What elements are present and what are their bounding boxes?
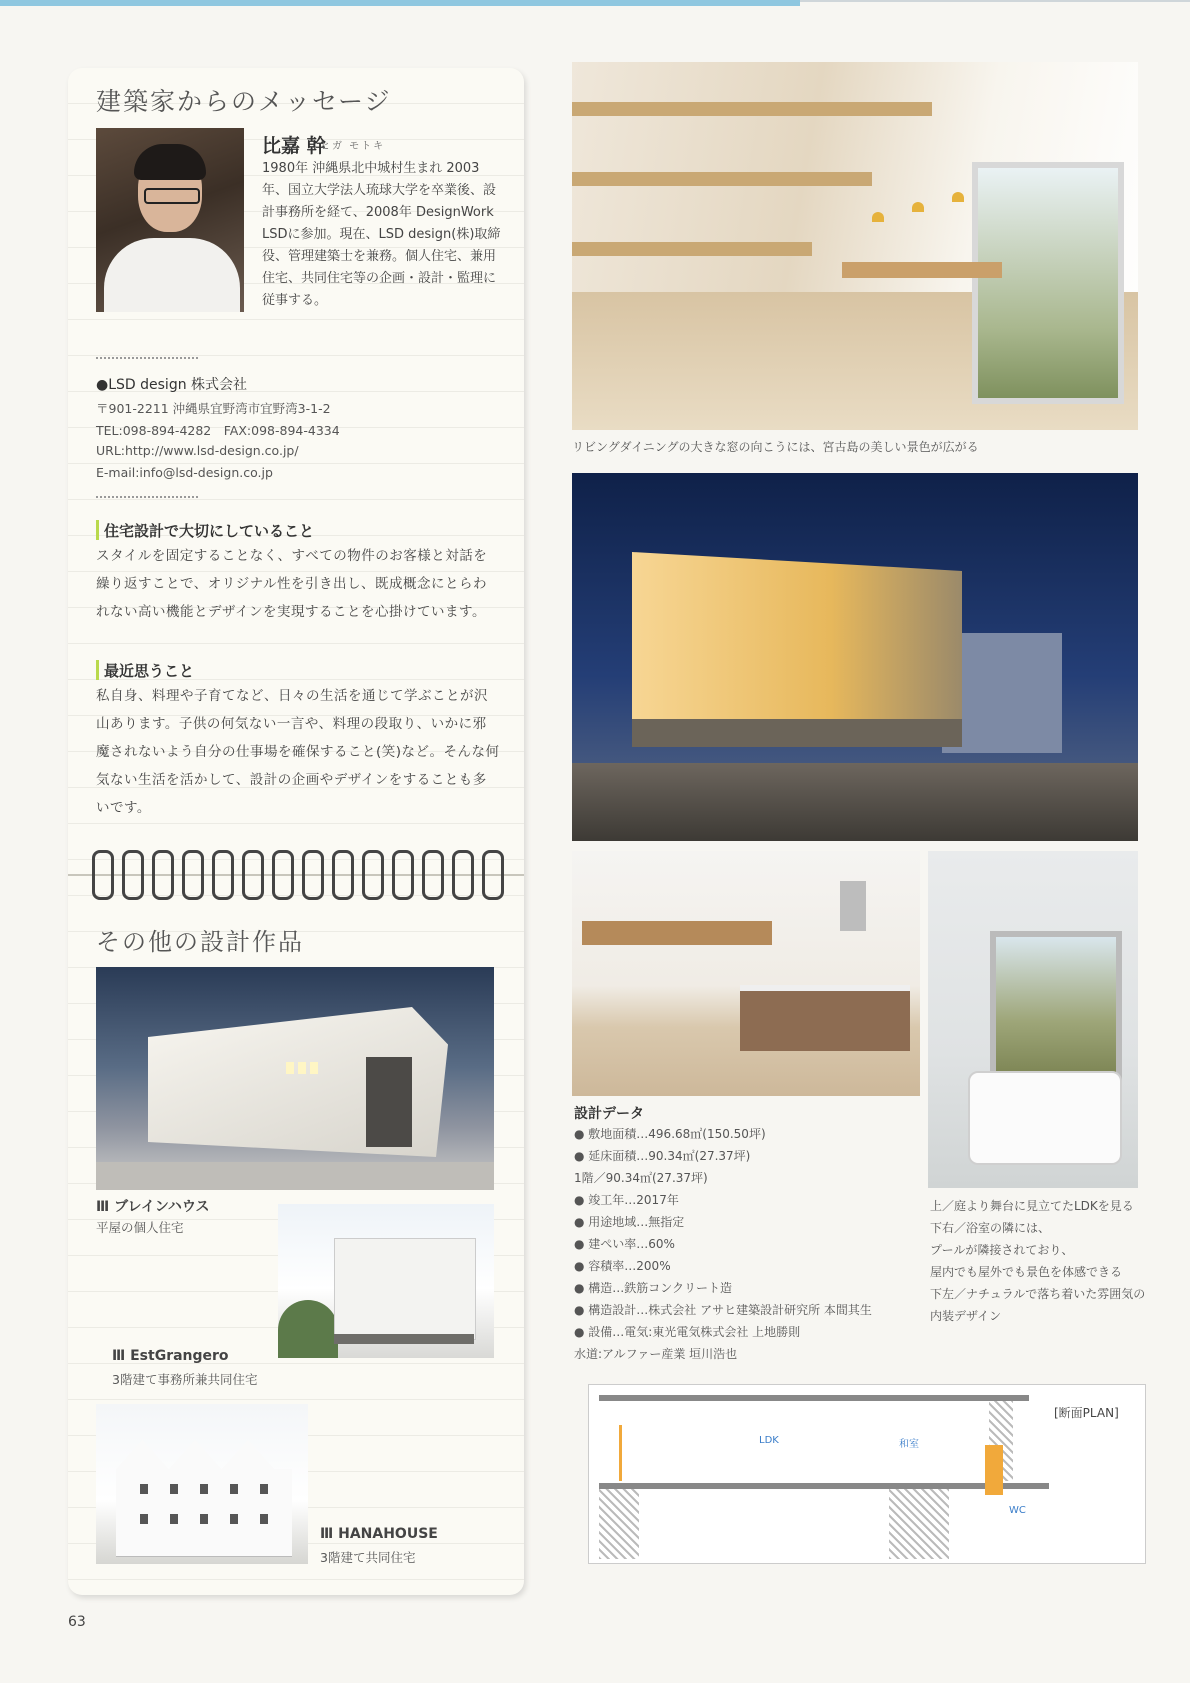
design-data-item: ● 敷地面積…496.68㎡(150.50坪) (574, 1127, 766, 1141)
dotted-divider (96, 357, 198, 359)
work-name-estgrangero: Ⅲ EstGrangero (112, 1348, 229, 1364)
company-name: ●LSD design 株式会社 (96, 377, 248, 393)
design-data-item: 水道:アルファー産業 垣川浩也 (574, 1347, 738, 1361)
work-name-brainhouse: Ⅲ ブレインハウス (96, 1199, 210, 1215)
photo-caption: リビングダイニングの大きな窓の向こうには、宮古島の美しい景色が広がる (572, 440, 979, 454)
photo-bathroom (928, 851, 1138, 1188)
design-data-item: ● 竣工年…2017年 (574, 1193, 679, 1207)
design-data-item: ● 建ぺい率…60% (574, 1237, 675, 1251)
bath-caption-line: 下右／浴室の隣には、 (930, 1221, 1051, 1235)
design-data-item: ● 構造…鉄筋コンクリート造 (574, 1281, 733, 1295)
design-data-item: ● 延床面積…90.34㎡(27.37坪) (574, 1149, 751, 1163)
section-heading-recent: 最近思うこと (104, 662, 195, 680)
plan-tag: [断面PLAN] (1054, 1406, 1119, 1420)
bath-caption-line: 上／庭より舞台に見立てたLDKを見る (930, 1199, 1134, 1213)
section-heading-philosophy: 住宅設計で大切にしていること (104, 522, 315, 540)
work-photo-hanahouse (96, 1404, 308, 1564)
bath-caption-line: 内装デザイン (930, 1309, 1002, 1323)
photo-living-dining (572, 62, 1138, 430)
message-title: 建築家からのメッセージ (96, 87, 392, 116)
company-url[interactable]: URL:http://www.lsd-design.co.jp/ (96, 443, 299, 458)
design-data-item: ● 用途地域…無指定 (574, 1215, 685, 1229)
top-gray-bar (800, 0, 1190, 2)
architect-bio: 1980年 沖縄県北中城村生まれ 2003年、国立大学法人琉球大学を卒業後、設計事務所を経て、2008年 DesignWork LSDに参加。現在、LSD design(株)取締役、管理建築士を兼務。個人住宅、兼用住宅、共同住宅等の企画・設計・監理に従事する。 (262, 161, 501, 308)
work-desc-hanahouse: 3階建て共同住宅 (320, 1550, 416, 1565)
architect-name-kana: ヒガ モトキ (320, 141, 386, 152)
plan-label-ldk: LDK (759, 1435, 779, 1446)
section-bar (96, 660, 99, 680)
bath-caption-line: 下左／ナチュラルで落ち着いた雰囲気の (930, 1287, 1146, 1301)
design-data-item: ● 容積率…200% (574, 1259, 671, 1273)
plan-label-wc: WC (1009, 1505, 1026, 1516)
company-tel-fax: TEL:098-894-4282 FAX:098-894-4334 (96, 423, 340, 438)
photo-kitchen (572, 851, 920, 1096)
work-desc-estgrangero: 3階建て事務所兼共同住宅 (112, 1372, 258, 1387)
architect-name: 比嘉 幹 (262, 135, 326, 157)
section-bar (96, 520, 99, 540)
design-data-item: ● 設備…電気:東光電気株式会社 上地勝則 (574, 1325, 801, 1339)
photo-night-exterior (572, 473, 1138, 841)
work-desc-brainhouse: 平屋の個人住宅 (96, 1220, 184, 1235)
page-number: 63 (68, 1614, 86, 1630)
work-photo-estgrangero (278, 1204, 494, 1358)
bath-caption-line: プールが隣接されており、 (930, 1243, 1074, 1257)
section-text-philosophy: スタイルを固定することなく、すべての物件のお客様と対話を繰り返すことで、オリジナル性を引き出し、既成概念にとらわれない高い機能とデザインを実現することを心掛けています。 (96, 548, 488, 620)
section-text-recent: 私自身、料理や子育てなど、日々の生活を通じて学ぶことが沢山あります。子供の何気ない一言や、料理の段取り、いかに邪魔されないよう自分の仕事場を確保すること(笑)など。そんな何気ない生活を活かして、設計の企画やデザインをすることも多いです。 (96, 688, 500, 816)
design-data-item: ● 構造設計…株式会社 アサヒ建築設計研究所 本間其生 (574, 1303, 872, 1317)
work-name-hanahouse: Ⅲ HANAHOUSE (320, 1526, 438, 1542)
bath-caption-line: 屋内でも屋外でも景色を体感できる (930, 1265, 1123, 1279)
company-email[interactable]: E-mail:info@lsd-design.co.jp (96, 465, 273, 480)
spiral-binding (86, 850, 506, 898)
dotted-divider (96, 496, 198, 498)
company-address: 〒901-2211 沖縄県宜野湾市宜野湾3-1-2 (96, 401, 331, 416)
top-accent-bar (0, 0, 800, 6)
other-works-title: その他の設計作品 (96, 928, 304, 956)
work-photo-brainhouse (96, 967, 494, 1190)
plan-label-washitsu: 和室 (899, 1439, 919, 1450)
design-data-item: 1階／90.34㎡(27.37坪) (574, 1171, 708, 1185)
architect-portrait (96, 128, 244, 312)
design-data-title: 設計データ (574, 1106, 644, 1122)
